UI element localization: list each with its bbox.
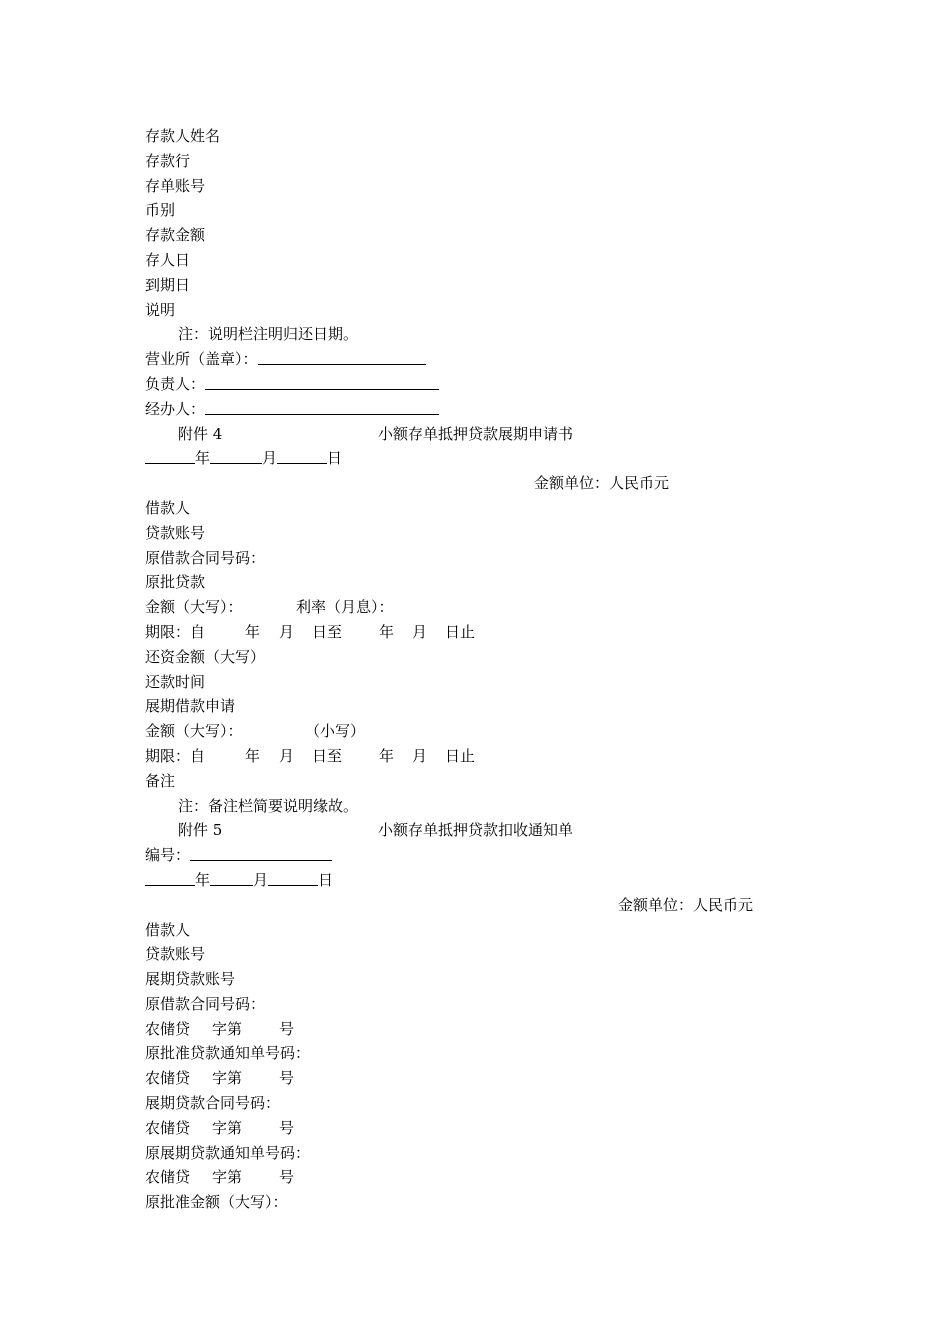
sign-handler bbox=[145, 397, 845, 422]
note-description: 注：说明栏注明归还日期。 bbox=[178, 325, 359, 344]
blank-line bbox=[190, 845, 332, 861]
interest-rate-label: 利率（月息）： bbox=[296, 598, 394, 617]
year-label: 年 bbox=[195, 870, 211, 889]
ref-middle: 字第 bbox=[212, 1019, 243, 1038]
date-line bbox=[145, 868, 845, 893]
day-label: 日 bbox=[327, 449, 343, 468]
term-line-2 bbox=[145, 744, 845, 769]
field-extension-request: 展期借款申请 bbox=[145, 697, 236, 716]
ref-prefix: 农储贷 bbox=[145, 1069, 191, 1088]
field-remark: 备注 bbox=[145, 771, 176, 790]
blank-line bbox=[205, 374, 439, 390]
ref-suffix: 号 bbox=[279, 1118, 295, 1137]
ref-suffix: 号 bbox=[279, 1069, 295, 1088]
year-label: 年 bbox=[245, 622, 261, 641]
month-label: 月 bbox=[412, 746, 428, 765]
note-remark: 注：备注栏简要说明缘故。 bbox=[178, 796, 359, 815]
ref-prefix: 农储贷 bbox=[145, 1168, 191, 1187]
amount-small-label: （小写） bbox=[305, 722, 366, 741]
term-line-1 bbox=[145, 620, 845, 645]
sign-handler-label: 经办人： bbox=[145, 399, 206, 418]
term-from-label: 期限：自 bbox=[145, 622, 206, 641]
amount-unit: 金额单位：人民币元 bbox=[534, 474, 670, 493]
amount-capital-label: 金额（大写）： bbox=[145, 598, 243, 617]
attachment-5-label: 附件 5 bbox=[178, 821, 223, 840]
sign-office-seal bbox=[145, 347, 845, 372]
blank-line bbox=[145, 448, 195, 464]
blank-line bbox=[258, 349, 426, 365]
day-to-label: 日至 bbox=[312, 746, 343, 765]
ref-line bbox=[145, 1066, 845, 1091]
amount-unit-line bbox=[145, 471, 845, 496]
field-original-extension-notice-no: 原展期贷款通知单号码： bbox=[145, 1143, 311, 1162]
month-label: 月 bbox=[412, 622, 428, 641]
sign-manager bbox=[145, 372, 845, 397]
field-loan-account: 贷款账号 bbox=[145, 523, 206, 542]
field-original-contract-no: 原借款合同号码： bbox=[145, 548, 266, 567]
year-label: 年 bbox=[245, 746, 261, 765]
field-repaid-amount: 还资金额（大写） bbox=[145, 647, 266, 666]
field-original-approval-notice-no: 原批准贷款通知单号码： bbox=[145, 1044, 311, 1063]
blank-line bbox=[205, 399, 439, 415]
date-line bbox=[145, 446, 845, 471]
field-maturity-date: 到期日 bbox=[145, 275, 191, 294]
serial-number-line bbox=[145, 843, 845, 868]
ref-middle: 字第 bbox=[212, 1118, 243, 1137]
ref-line bbox=[145, 1165, 845, 1190]
field-original-contract-no: 原借款合同号码： bbox=[145, 994, 266, 1013]
attachment-4-title: 小额存单抵押贷款展期申请书 bbox=[378, 424, 574, 443]
field-deposit-date: 存人日 bbox=[145, 250, 191, 269]
field-deposit-amount: 存款金额 bbox=[145, 226, 206, 245]
field-currency: 币别 bbox=[145, 201, 176, 220]
serial-number-label: 编号： bbox=[145, 846, 191, 865]
ref-prefix: 农储贷 bbox=[145, 1019, 191, 1038]
blank-line bbox=[145, 870, 195, 886]
ref-suffix: 号 bbox=[279, 1168, 295, 1187]
day-end-label: 日止 bbox=[445, 622, 476, 641]
blank-line bbox=[210, 448, 262, 464]
sign-manager-label: 负责人： bbox=[145, 374, 206, 393]
field-description: 说明 bbox=[145, 300, 176, 319]
document-page bbox=[145, 124, 845, 1215]
day-to-label: 日至 bbox=[312, 622, 343, 641]
year-label: 年 bbox=[195, 449, 211, 468]
ref-middle: 字第 bbox=[212, 1168, 243, 1187]
year-label: 年 bbox=[379, 746, 395, 765]
attachment-4-heading bbox=[145, 422, 845, 447]
amount-unit-line bbox=[145, 893, 845, 918]
field-extension-contract-no: 展期贷款合同号码： bbox=[145, 1094, 281, 1113]
field-loan-account: 贷款账号 bbox=[145, 945, 206, 964]
amount-rate-line bbox=[145, 595, 845, 620]
field-original-approved-loan: 原批贷款 bbox=[145, 573, 206, 592]
blank-line bbox=[268, 870, 318, 886]
ref-suffix: 号 bbox=[279, 1019, 295, 1038]
month-label: 月 bbox=[262, 449, 278, 468]
day-end-label: 日止 bbox=[445, 746, 476, 765]
field-borrower: 借款人 bbox=[145, 498, 191, 517]
blank-line bbox=[277, 448, 327, 464]
ref-line bbox=[145, 1116, 845, 1141]
blank-line bbox=[210, 870, 253, 886]
field-deposit-bank: 存款行 bbox=[145, 151, 191, 170]
field-extension-loan-account: 展期贷款账号 bbox=[145, 970, 236, 989]
month-label: 月 bbox=[279, 746, 295, 765]
attachment-4-label: 附件 4 bbox=[178, 424, 223, 443]
field-depositor-name: 存款人姓名 bbox=[145, 127, 221, 145]
field-borrower: 借款人 bbox=[145, 920, 191, 939]
attachment-5-heading bbox=[145, 818, 845, 843]
attachment-5-title: 小额存单抵押贷款扣收通知单 bbox=[378, 821, 574, 840]
ref-middle: 字第 bbox=[212, 1069, 243, 1088]
amount-capital-label: 金额（大写）： bbox=[145, 722, 243, 741]
month-label: 月 bbox=[253, 870, 269, 889]
amount-small-line bbox=[145, 719, 845, 744]
term-from-label: 期限：自 bbox=[145, 746, 206, 765]
month-label: 月 bbox=[279, 622, 295, 641]
ref-prefix: 农储贷 bbox=[145, 1118, 191, 1137]
ref-line bbox=[145, 1017, 845, 1042]
sign-office-label: 营业所（盖章）： bbox=[145, 350, 258, 369]
field-original-approved-amount: 原批准金额（大写）： bbox=[145, 1193, 288, 1212]
year-label: 年 bbox=[379, 622, 395, 641]
amount-unit: 金额单位：人民币元 bbox=[618, 895, 754, 914]
day-label: 日 bbox=[318, 870, 334, 889]
field-repayment-time: 还款时间 bbox=[145, 672, 206, 691]
field-certificate-account: 存单账号 bbox=[145, 176, 206, 195]
